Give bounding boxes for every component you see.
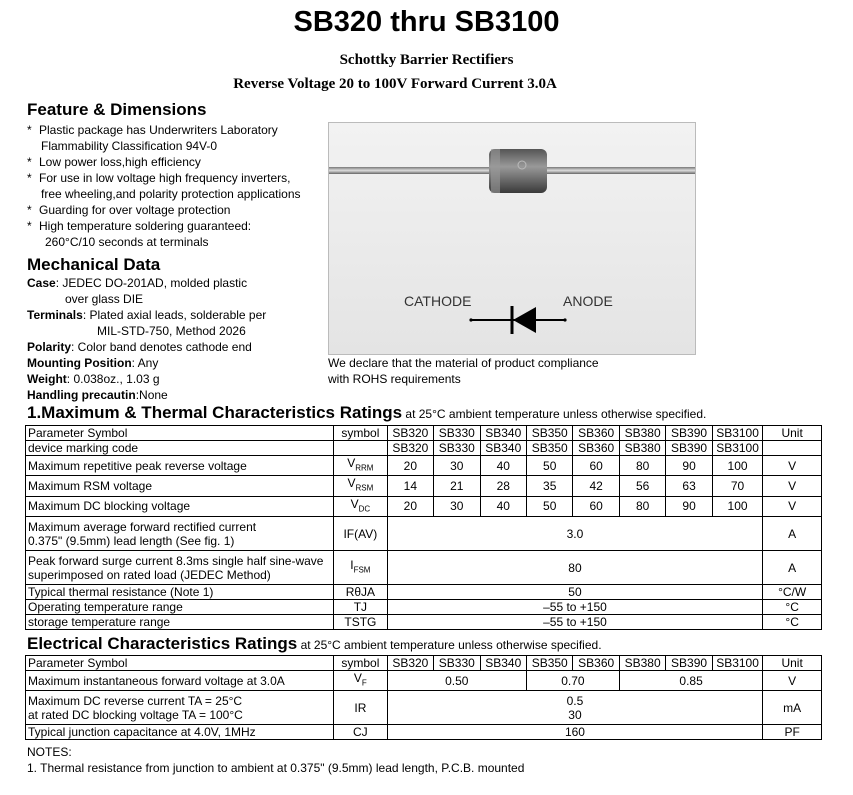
table-cell: Typical junction capacitance at 4.0V, 1MHz: [26, 725, 334, 740]
header-cell: SB320: [387, 426, 433, 441]
feature-item: free wheeling,and polarity protection applications: [41, 187, 301, 201]
symbol-text: V: [347, 476, 356, 491]
table-cell: [763, 441, 822, 456]
table-row: [26, 656, 822, 671]
header-cell: SB340: [480, 656, 526, 671]
table-cell: [334, 476, 388, 496]
terminals-text2: MIL-STD-750, Method 2026: [97, 324, 246, 338]
header-cell: SB390: [666, 656, 712, 671]
table-cell: storage temperature range: [26, 615, 334, 630]
table-cell: [26, 551, 334, 585]
table-cell: 14: [387, 476, 433, 496]
table-cell: [334, 551, 388, 585]
table-cell: 90: [666, 456, 712, 476]
notes: [27, 744, 524, 776]
max-ratings-heading: [27, 403, 706, 423]
table-cell: 56: [619, 476, 665, 496]
table-cell: 100: [712, 456, 763, 476]
subtitle: Schottky Barrier Rectifiers: [339, 52, 514, 68]
cell-line: Maximum average forward rectified current: [28, 519, 257, 534]
header-cell: SB350: [526, 426, 572, 441]
table-cell: 90: [666, 496, 712, 516]
table-cell: 30: [434, 496, 480, 516]
table-row: [26, 691, 822, 725]
symbol-text: V: [353, 671, 362, 685]
table-cell: Maximum DC blocking voltage: [26, 496, 334, 516]
header-cell: SB330: [434, 426, 480, 441]
max-ratings-title: 1.Maximum & Thermal Characteristics Ratings: [27, 403, 403, 422]
cell-line: 0.375" (9.5mm) lead length (See fig. 1): [28, 533, 235, 548]
table-cell: 80: [387, 551, 763, 585]
table-row: [26, 441, 822, 456]
table-cell: 50: [526, 456, 572, 476]
max-ratings-note: at 25°C ambient temperature unless otherwise specified.: [402, 407, 707, 421]
table-cell: 70: [712, 476, 763, 496]
table-cell: 28: [480, 476, 526, 496]
header-cell: SB380: [619, 426, 665, 441]
table-cell: 40: [480, 456, 526, 476]
case-label: Case: [27, 276, 56, 290]
table-cell: Operating temperature range: [26, 600, 334, 615]
cell-line: 0.5: [566, 693, 584, 708]
table-cell: 3.0: [387, 517, 763, 551]
header-cell: SB390: [666, 426, 712, 441]
table-cell: Maximum RSM voltage: [26, 476, 334, 496]
table-cell: 30: [434, 456, 480, 476]
table-cell: V: [763, 456, 822, 476]
header-cell: Unit: [763, 426, 822, 441]
feature-item: Plastic package has Underwriters Laboratory: [39, 123, 278, 137]
symbol-dot: [469, 318, 472, 321]
table-cell: °C: [763, 600, 822, 615]
electrical-title: Electrical Characteristics Ratings: [27, 634, 298, 653]
symbol-sub: RSM: [355, 483, 374, 493]
table-cell: [334, 671, 388, 691]
header-cell: SB320: [387, 656, 433, 671]
diode-image: [328, 122, 696, 355]
terminals-text: : Plated axial leads, solderable per: [82, 308, 267, 322]
mounting-label: Mounting Position: [27, 356, 132, 370]
mechanical-data: [27, 275, 266, 403]
feature-item: 260°C/10 seconds at terminals: [45, 235, 209, 249]
table-cell: V: [763, 496, 822, 516]
header-cell: SB340: [480, 426, 526, 441]
feature-item: High temperature soldering guaranteed:: [39, 219, 252, 233]
symbol-text: V: [347, 456, 356, 470]
feature-item: Guarding for over voltage protection: [39, 203, 231, 217]
table-cell: Maximum repetitive peak reverse voltage: [26, 456, 334, 476]
cell-line: Peak forward surge current 8.3ms single half sine-wave: [28, 553, 324, 568]
table-cell: 42: [573, 476, 619, 496]
table-cell: TSTG: [334, 615, 388, 630]
electrical-note: at 25°C ambient temperature unless otherwise specified.: [297, 638, 602, 652]
table-cell: [387, 691, 763, 725]
table-cell: °C/W: [763, 585, 822, 600]
note-item: 1. Thermal resistance from junction to ambient at 0.375" (9.5mm) lead length, P.C.B. mounted: [27, 761, 525, 775]
table-cell: °C: [763, 615, 822, 630]
handling-label: Handling precautin: [27, 388, 136, 402]
table-cell: SB340: [480, 441, 526, 456]
table-cell: device marking code: [26, 441, 334, 456]
table-cell: SB350: [526, 441, 572, 456]
declare-line: with ROHS requirements: [328, 372, 461, 386]
rohs-declaration: [328, 355, 599, 387]
table-cell: IR: [334, 691, 388, 725]
table-cell: [334, 496, 388, 516]
table-cell: –55 to +150: [387, 615, 763, 630]
table-row: [26, 426, 822, 441]
table-cell: 60: [573, 496, 619, 516]
table-row: [26, 551, 822, 585]
weight-text: : 0.038oz., 1.03 g: [66, 372, 160, 386]
declare-line: We declare that the material of product compliance: [328, 356, 599, 370]
table-cell: 20: [387, 496, 433, 516]
table-cell: A: [763, 551, 822, 585]
table-cell: 35: [526, 476, 572, 496]
table-row: [26, 517, 822, 551]
header-cell: Parameter Symbol: [26, 426, 334, 441]
symbol-text: I: [350, 557, 354, 572]
table-cell: [334, 456, 388, 476]
table-cell: SB320: [387, 441, 433, 456]
feature-item: Flammability Classification 94V-0: [41, 139, 218, 153]
table-cell: mA: [763, 691, 822, 725]
feature-item: Low power loss,high efficiency: [39, 155, 201, 169]
symbol-sub: FSM: [353, 565, 371, 575]
table-cell: TJ: [334, 600, 388, 615]
header-cell: SB3100: [712, 426, 763, 441]
mechanical-heading: Mechanical Data: [27, 255, 161, 274]
table-cell: 100: [712, 496, 763, 516]
subtitle-ratings: Reverse Voltage 20 to 100V Forward Current 3.0A: [233, 76, 557, 92]
handling-text: :None: [135, 388, 168, 402]
weight-label: Weight: [27, 372, 67, 386]
table-cell: V: [763, 476, 822, 496]
table-cell: 0.85: [619, 671, 762, 691]
table-row: [26, 456, 822, 476]
cell-line: superimposed on rated load (JEDEC Method): [28, 567, 271, 582]
table-cell: [334, 441, 388, 456]
cathode-label: CATHODE: [404, 293, 472, 309]
header-cell: symbol: [334, 656, 388, 671]
table-cell: 21: [434, 476, 480, 496]
header-cell: SB380: [619, 656, 665, 671]
table-cell: 0.50: [387, 671, 526, 691]
electrical-heading: [27, 634, 602, 654]
symbol-sub: RRM: [355, 463, 374, 473]
table-cell: 0.70: [526, 671, 619, 691]
table-cell: 80: [619, 456, 665, 476]
table-cell: RθJA: [334, 585, 388, 600]
case-text: : JEDEC DO-201AD, molded plastic: [55, 276, 248, 290]
terminals-label: Terminals: [27, 308, 83, 322]
table-cell: A: [763, 517, 822, 551]
table-cell: PF: [763, 725, 822, 740]
symbol-sub: DC: [358, 504, 371, 514]
table-cell: SB380: [619, 441, 665, 456]
anode-label: ANODE: [563, 293, 613, 309]
table-cell: 50: [526, 496, 572, 516]
symbol-triangle: [513, 307, 536, 333]
table-row: [26, 476, 822, 496]
cell-line: at rated DC blocking voltage TA = 100°C: [28, 707, 243, 722]
table-cell: 40: [480, 496, 526, 516]
polarity-text: : Color band denotes cathode end: [71, 340, 252, 354]
table-cell: Typical thermal resistance (Note 1): [26, 585, 334, 600]
header-cell: SB360: [573, 656, 619, 671]
cell-line: Maximum DC reverse current TA = 25°C: [28, 693, 243, 708]
symbol-dot: [563, 318, 566, 321]
table-cell: SB360: [573, 441, 619, 456]
table-cell: 60: [573, 456, 619, 476]
table-cell: V: [763, 671, 822, 691]
cathode-band: [491, 149, 500, 193]
table-cell: CJ: [334, 725, 388, 740]
header-cell: symbol: [334, 426, 388, 441]
table-row: [26, 671, 822, 691]
case-text2: over glass DIE: [65, 292, 144, 306]
page-title: SB320 thru SB3100: [293, 6, 560, 38]
header-cell: SB330: [434, 656, 480, 671]
cell-line: 30: [568, 707, 582, 722]
table-cell: 20: [387, 456, 433, 476]
header-cell: SB350: [526, 656, 572, 671]
table-cell: IF(AV): [334, 517, 388, 551]
symbol-sub: F: [361, 678, 367, 688]
table-cell: 160: [387, 725, 763, 740]
table-cell: 63: [666, 476, 712, 496]
max-ratings-table: [25, 425, 822, 630]
table-cell: [26, 691, 334, 725]
electrical-table: [25, 655, 822, 740]
table-row: [26, 585, 822, 600]
table-cell: SB330: [434, 441, 480, 456]
table-cell: SB3100: [712, 441, 763, 456]
notes-heading: NOTES:: [27, 745, 72, 759]
header-cell: Unit: [763, 656, 822, 671]
table-cell: SB390: [666, 441, 712, 456]
table-row: [26, 496, 822, 516]
diode-illustration: [329, 123, 695, 354]
header-cell: Parameter Symbol: [26, 656, 334, 671]
table-cell: 80: [619, 496, 665, 516]
table-row: [26, 725, 822, 740]
features-list: * Plastic package has Underwriters Laboratory Flammability Classification 94V-0 * Low power loss,high efficiency * For use in low voltage high frequency inverters, free wheeling,and polarity protection applications * Guarding for over voltage protection * High temperature soldering guaranteed: 260°C/10 seconds at terminals: [27, 123, 301, 249]
table-cell: 50: [387, 585, 763, 600]
polarity-label: Polarity: [27, 340, 72, 354]
mounting-text: : Any: [131, 356, 159, 370]
symbol-text: V: [350, 496, 359, 511]
table-row: [26, 615, 822, 630]
header-cell: SB3100: [712, 656, 763, 671]
table-cell: [26, 517, 334, 551]
features-heading: Feature & Dimensions: [27, 100, 207, 119]
table-cell: Maximum instantaneous forward voltage at 3.0A: [26, 671, 334, 691]
feature-item: For use in low voltage high frequency inverters,: [39, 171, 291, 185]
table-row: [26, 600, 822, 615]
table-cell: –55 to +150: [387, 600, 763, 615]
header-cell: SB360: [573, 426, 619, 441]
